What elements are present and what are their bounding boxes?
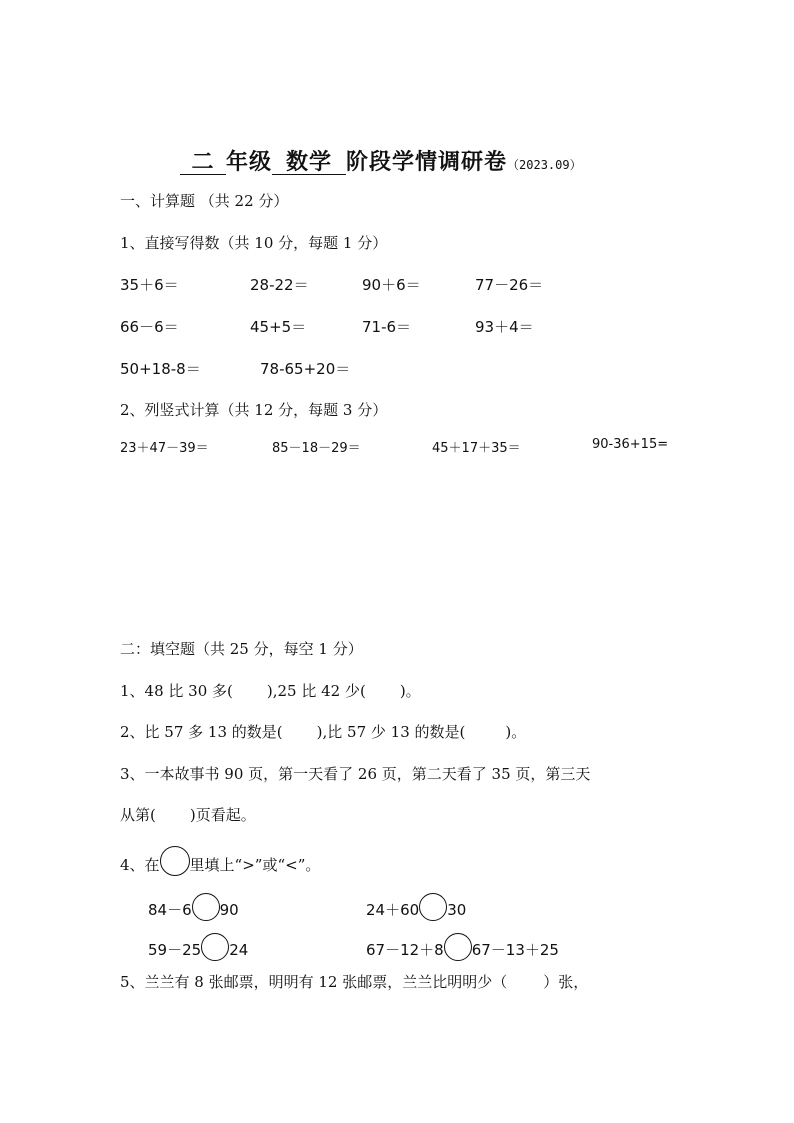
exam-date: （2023.09）: [507, 158, 582, 172]
calc-item: 77－26＝: [475, 276, 544, 294]
compare-circle-icon[interactable]: [192, 893, 220, 921]
q1-text-b: ),25 比 42 少(: [266, 682, 366, 700]
question-3-line2: [120, 804, 256, 825]
question-4: [120, 846, 320, 876]
section2-heading: 二：填空题（共 25 分，每空 1 分）: [120, 640, 363, 658]
grade-suffix: 年级: [226, 149, 273, 175]
compare-circle-icon[interactable]: [444, 933, 472, 961]
compare-circle-icon[interactable]: [419, 893, 447, 921]
question-5: [120, 971, 588, 992]
calc-item: 50+18-8＝: [120, 360, 201, 378]
compare-left: 24＋60: [366, 901, 420, 919]
q5-text-b: ）张，: [543, 973, 589, 991]
calc-item: 90＋6＝: [362, 276, 421, 294]
calc-item: 66－6＝: [120, 318, 179, 336]
compare-right: 30: [447, 901, 467, 919]
calc-item: 45+5＝: [250, 318, 307, 336]
compare-item: [148, 933, 248, 961]
vertical-calc-item: 23＋47－39＝: [120, 441, 209, 456]
calc-item: 35＋6＝: [120, 276, 179, 294]
q1-text-a: 1、48 比 30 多(: [120, 682, 233, 700]
compare-left: 59－25: [148, 941, 202, 959]
calc-item: 93＋4＝: [475, 318, 534, 336]
q5-text-a: 5、兰兰有 8 张邮票，明明有 12 张邮票，兰兰比明明少（: [120, 973, 508, 991]
compare-circle-icon[interactable]: [201, 933, 229, 961]
question-1: [120, 680, 421, 701]
vertical-calc-item: 85－18－29＝: [272, 441, 361, 456]
compare-item: [148, 893, 239, 921]
calc-item: 28-22＝: [250, 276, 309, 294]
calc-item: 71-6＝: [362, 318, 412, 336]
q1-text-c: )。: [399, 682, 421, 700]
question-3-line1: 3、一本故事书 90 页，第一天看了 26 页，第二天看了 35 页，第三天: [120, 765, 591, 783]
calc-item: 78-65+20＝: [260, 360, 351, 378]
compare-right: 67－13＋25: [471, 941, 559, 959]
q2-text-a: 2、比 57 多 13 的数是(: [120, 723, 283, 741]
part2-heading: 2、列竖式计算（共 12 分，每题 3 分）: [120, 401, 388, 419]
q3-text-a: 从第(: [120, 806, 156, 824]
compare-left: 67－12＋8: [366, 941, 444, 959]
grade-blank: 二: [180, 150, 226, 175]
part1-heading: 1、直接写得数（共 10 分，每题 1 分）: [120, 234, 388, 252]
compare-right: 90: [219, 901, 239, 919]
q4-text-b: 里填上“>”或“<”。: [189, 856, 321, 874]
compare-item: [366, 933, 559, 961]
compare-item: [366, 893, 466, 921]
section1-heading: 一、计算题 （共 22 分）: [120, 192, 289, 210]
vertical-calc-item: 90-36+15=: [592, 437, 669, 452]
page-title: [180, 145, 582, 176]
title-rest: 阶段学情调研卷: [346, 149, 508, 175]
subject-blank: 数学: [272, 150, 346, 175]
compare-left: 84－6: [148, 901, 192, 919]
compare-circle-icon: [160, 846, 190, 876]
compare-right: 24: [229, 941, 249, 959]
vertical-calc-item: 45＋17＋35＝: [432, 441, 521, 456]
question-2: [120, 721, 526, 742]
q2-text-c: )。: [505, 723, 527, 741]
q4-text-a: 4、在: [120, 856, 160, 874]
q3-text-b: )页看起。: [189, 806, 256, 824]
q2-text-b: ),比 57 少 13 的数是(: [316, 723, 466, 741]
